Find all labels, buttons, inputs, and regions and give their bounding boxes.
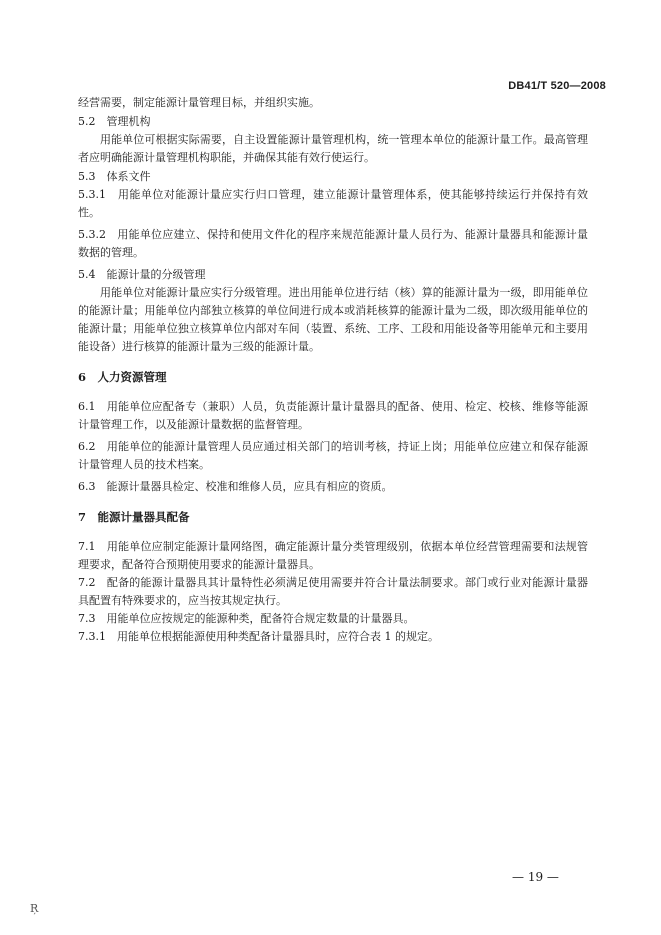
paragraph-continuation: 经营需要，制定能源计量管理目标，并组织实施。 [78, 96, 320, 109]
document-body [78, 94, 588, 646]
chapter-7-title: 7 能源计量器具配备 [78, 510, 190, 524]
section-7-1: 7.1 用能单位应制定能源计量网络图，确定能源计量分类管理级别，依据本单位经营管理需要和法规管理要求，配备符合预期使用要求的能源计量器具。 [78, 540, 588, 571]
section-6-3: 6.3 能源计量器具检定、校准和维修人员，应具有相应的资质。 [78, 480, 393, 493]
section-5-3-2: 5.3.2 用能单位应建立、保持和使用文件化的程序来规范能源计量人员行为、能源计量器具和能源计量数据的管理。 [78, 228, 588, 259]
section-5-3-title: 5.3 体系文件 [78, 170, 151, 183]
section-5-2-text: 用能单位可根据实际需要，自主设置能源计量管理机构，统一管理本单位的能源计量工作。最高管理者应明确能源计量管理机构职能，并确保其能有效行使运行。 [78, 133, 588, 164]
document-code: DB41/T 520—2008 [508, 80, 606, 92]
section-7-3-1: 7.3.1 用能单位根据能源使用种类配备计量器具时，应符合表 1 的规定。 [78, 630, 439, 643]
section-7-3: 7.3 用能单位应按规定的能源种类，配备符合规定数量的计量器具。 [78, 612, 415, 625]
section-5-4-title: 5.4 能源计量的分级管理 [78, 268, 206, 281]
chapter-6-title: 6 人力资源管理 [78, 370, 167, 384]
section-5-2-title: 5.2 管理机构 [78, 115, 151, 128]
page-number: — 19 — [512, 870, 559, 884]
section-5-3-1: 5.3.1 用能单位对能源计量应实行归口管理，建立能源计量管理体系，使其能够持续运行并保持有效性。 [78, 188, 588, 219]
corner-mark: Ŗ [30, 902, 39, 915]
section-6-2: 6.2 用能单位的能源计量管理人员应通过相关部门的培训考核，持证上岗；用能单位应建立和保存能源计量管理人员的技术档案。 [78, 440, 588, 471]
section-6-1: 6.1 用能单位应配备专（兼职）人员，负责能源计量计量器具的配备、使用、检定、校核、维修等能源计量管理工作，以及能源计量数据的监督管理。 [78, 400, 588, 431]
section-7-2: 7.2 配备的能源计量器具其计量特性必须满足使用需要并符合计量法制要求。部门或行业对能源计量器具配置有特殊要求的，应当按其规定执行。 [78, 576, 588, 607]
section-5-4-text: 用能单位对能源计量应实行分级管理。进出用能单位进行结（核）算的能源计量为一级，即用能单位的能源计量；用能单位内部独立核算的单位间进行成本或消耗核算的能源计量为二级，即次级用能单位的能源计量；用能单位独立核算单位内部对车间（装置、系统、工序、工段和用能设备等用能单元和主要用能设备）进行核算的能源计量为三级的能源计量。 [78, 286, 588, 353]
